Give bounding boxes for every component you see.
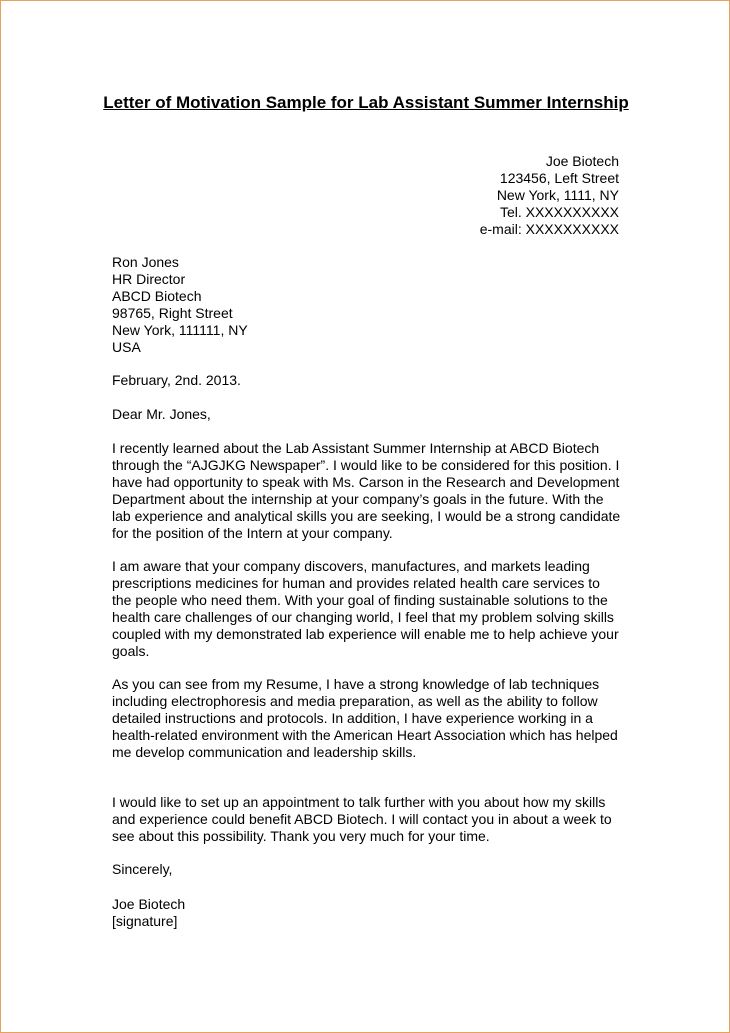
recipient-street: 98765, Right Street [112,305,233,321]
sender-address-block [480,153,619,238]
closing-line: Sincerely, [112,861,173,877]
page-title: Letter of Motivation Sample for Lab Assistant Summer Internship [103,93,629,112]
sender-name: Joe Biotech [545,153,619,169]
signer-name: Joe Biotech [112,896,186,912]
body-paragraph: As you can see from my Resume, I have a strong knowledge of lab techniques including electrophoresis and media preparation, as well as the ability to follow detailed instructions and protocols. In addition, I have experience working in a health-related environment with the American Heart Association which has helped me develop communication and leadership skills. [112,676,618,760]
recipient-address-block [112,254,622,356]
sender-street: 123456, Left Street [499,170,619,186]
body-paragraph: I would like to set up an appointment to talk further with you about how my skills and experience could benefit ABCD Biotech. I will contact you in about a week to see about this possibility. Thank you very much for your time. [112,794,612,844]
letter-date: February, 2nd. 2013. [112,372,241,388]
sender-city: New York, 1111, NY [496,187,619,203]
recipient-name: Ron Jones [112,254,179,270]
body-paragraph: I recently learned about the Lab Assistant Summer Internship at ABCD Biotech through the “AJGJKG Newspaper”. I would like to be considered for this position. I have had opportunity to speak with Ms. Carson in the Research and Development Department about the internship at your company’s goals in the future. With the lab experience and analytical skills you are seeking, I would be a strong candidate for the position of the Intern at your company. [112,440,621,541]
body-paragraph: I am aware that your company discovers, manufactures, and markets leading prescriptions medicines for human and provides related health care services to the people who need them. With your goal of finding sustainable solutions to the health care challenges of our changing world, I feel that my problem solving skills coupled with my demonstrated lab experience will enable me to help achieve your goals. [112,558,619,659]
signature-block [112,896,622,930]
sender-email: e-mail: XXXXXXXXXX [479,221,619,237]
recipient-title: HR Director [112,271,186,287]
salutation: Dear Mr. Jones, [112,406,211,422]
recipient-country: USA [112,339,141,355]
recipient-company: ABCD Biotech [112,288,202,304]
signature-placeholder: [signature] [112,913,178,929]
recipient-city: New York, 111111, NY [112,322,248,338]
sender-phone: Tel. XXXXXXXXXX [499,204,619,220]
